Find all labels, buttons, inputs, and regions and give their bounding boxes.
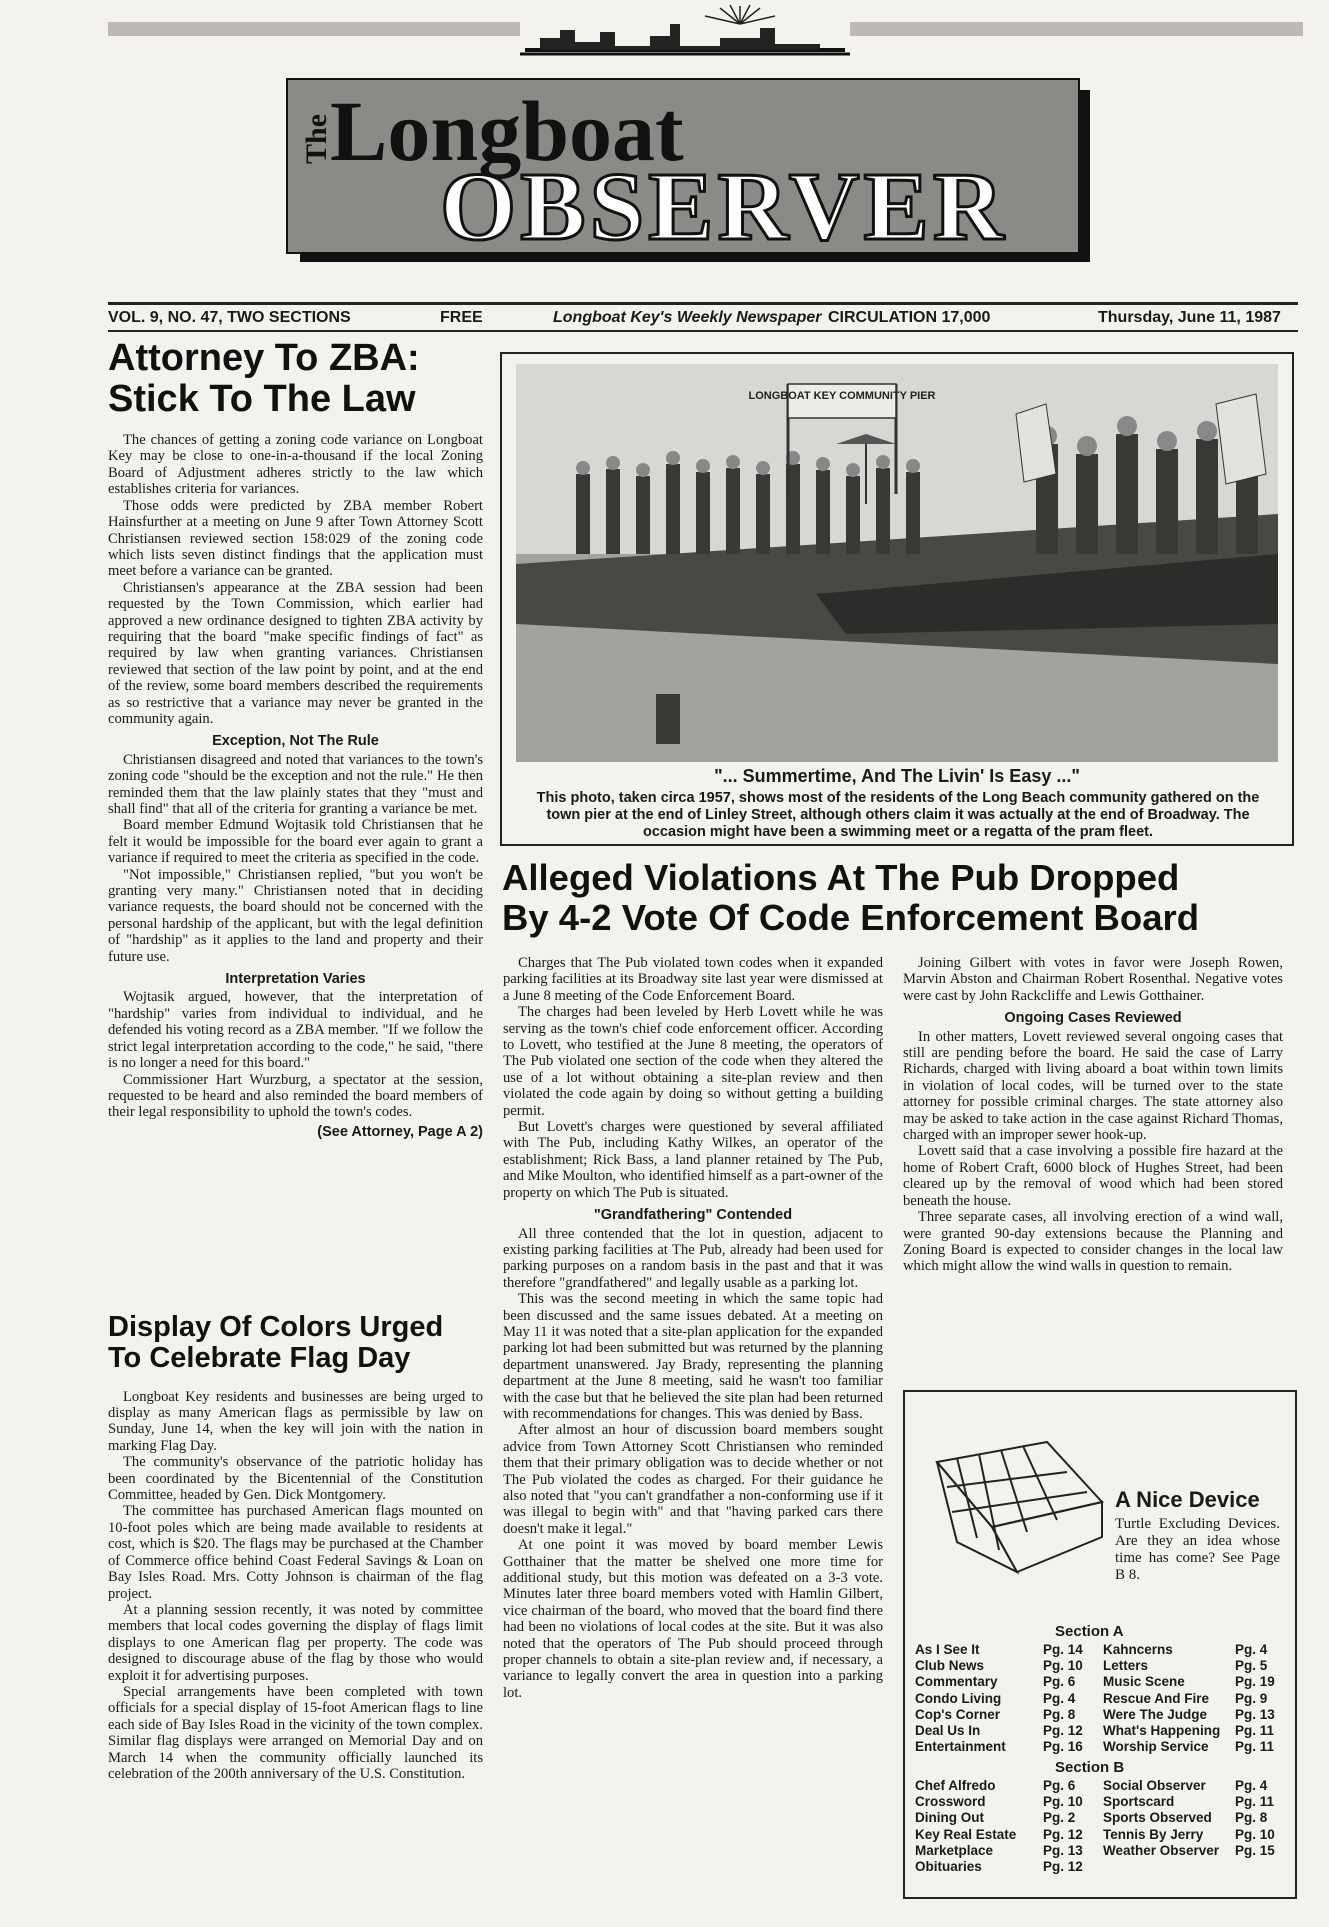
index-entry-name: Letters	[1103, 1658, 1149, 1674]
index-entry-name: Marketplace	[915, 1842, 994, 1858]
index-entry-page: Pg. 11	[1235, 1794, 1275, 1810]
masthead-longboat: Longboat	[330, 83, 684, 179]
device-text: Turtle Excluding Devices. Are they an idea whose time has come? See Page B 8.	[1115, 1516, 1280, 1583]
photo-box	[500, 352, 1294, 846]
index-entry-page: Pg. 10	[1043, 1794, 1083, 1810]
flag-article	[108, 1312, 483, 1782]
section-a-right-names	[1103, 1642, 1220, 1755]
index-entry-name: Weather Observer	[1103, 1842, 1220, 1858]
index-entry-name: Chef Alfredo	[915, 1778, 996, 1793]
index-entry-name: Worship Service	[1103, 1739, 1209, 1755]
section-b-left-pages	[1043, 1778, 1083, 1875]
pier-scene-icon	[516, 364, 1278, 762]
index-entry-page: Pg. 10	[1043, 1658, 1083, 1674]
pier-sign-text: LONGBOAT KEY COMMUNITY PIER	[748, 390, 936, 402]
index-entry-name: Social Observer	[1103, 1778, 1206, 1793]
flag-body: Longboat Key residents and businesses are being urged to display as many American flags as permissible by law on Sunday, June 14, when the key will join with the nation in marking Flag Day. The community's observance of the patriotic holiday has been coordinated by the Bicentennial of the Constitution Committee, headed by Gen. Dick Montgomery. The committee has purchased American flags mounted on 10-foot poles which are being made available to residents at cost, which is $20. The flags may be purchased at the Chamber of Commerce office behind Coast Federal Savings & Loan on Bay Isles Road. Mrs. Cotty Johnson is chairman of the flag project. At a planning session recently, it was noted by committee members that local codes governing the display of flags limit displays to one American flag per property. The code was designed to discourage abuse of the flag by those who would exploit it for advertising purposes. Special arrangements have been completed with town officials for a special display of 15-foot American flags to line each side of Bay Isles Road in the vicinity of the town complex. Similar flag displays were arranged on Memorial Day and on March 14 when the community officially launched its celebration of the 200th anniversary of the U.S. Constitution.	[108, 1388, 483, 1782]
index-entry-name: Rescue And Fire	[1103, 1690, 1210, 1706]
photo-caption: This photo, taken circa 1957, shows most of the residents of the Long Beach community gathered on the town pier at the end of Linley Street, although others claim it was actually at the end of Broadway. The occasion might have been a swimming meet or a regatta of the pram fleet.	[536, 790, 1260, 840]
index-entry-page: Pg. 4	[1235, 1778, 1268, 1793]
index-entry-name: Were The Judge	[1103, 1706, 1208, 1722]
index-entry-name: Club News	[915, 1658, 985, 1674]
flag-headline: Display Of Colors Urged To Celebrate Flag Day	[108, 1311, 444, 1375]
rule-top	[108, 302, 1298, 305]
section-b-right-pages	[1235, 1778, 1275, 1859]
index-entry-page: Pg. 12	[1043, 1723, 1083, 1739]
masthead-observer: OBSERVER	[440, 153, 1008, 261]
pub-subhead-ongoing: Ongoing Cases Reviewed	[1004, 1010, 1182, 1027]
index-entry-page: Pg. 12	[1043, 1826, 1083, 1842]
zba-jump-link[interactable]: (See Attorney, Page A 2)	[317, 1123, 483, 1140]
pier-photo	[516, 364, 1278, 762]
tagline: Longboat Key's Weekly Newspaper	[553, 309, 822, 326]
pub-headline: Alleged Violations At The Pub Dropped By 4-2 Vote Of Code Enforcement Board	[502, 857, 1199, 938]
index-entry-name: Dining Out	[915, 1810, 984, 1826]
zba-body: The chances of getting a zoning code variance on Longboat Key may be close to one-in-a-thousand if the local Zoning Board of Adjustment adheres strictly to the law which establishes criteria for variances. Those odds were predicted by ZBA member Robert Hainsfurther at a meeting on June 9 after Town Attorney Scott Christiansen reviewed section 158:029 of the zoning code which lists seven distinct findings that the application must meet before a variance can be granted. Christiansen's appearance at the ZBA session had been requested by the Town Commission, which earlier had approved a new ordinance designed to tighten ZBA activity by requiring that the board "make specific findings of fact" as required by law when granting variances. Christiansen reviewed that section of the law point by point, and at the end of the review, some board members described the requirements as so restrictive that a variance may never be granted in the community again. Exception, Not The Rule Christiansen disagreed and noted that variances to the town's zoning code "should be the exception and not the rule." He then reminded them that the law plainly states that they "must and shall find" that all of the criteria for granting a variance be met. Board member Edmund Wojtasik told Christiansen that he felt it would be impossible for the board ever again to grant a variance if required to meet the criteria as specified in the code. "Not impossible," Christiansen replied, "but you won't be granting very many." Christiansen noted that in deciding variance requests, the board should not be concerned with the personal hardship of the applicant, but with the legal definition of "hardship" as it applies to the land and property and their future use. Interpretation Varies Wojtasik argued, however, that the interpretation of "hardship" varies from individual to individual, and he defended his voting record as a ZBA member. "If we follow the strict legal interpretation according to the code," he said, "there is no longer a need for this board." Commissioner Hart Wurzburg, a spectator at the session, requested to be heard and also reminded the board members of their legal responsibility to uphold the town's codes. (See Attorney, Page A 2)	[108, 432, 483, 1140]
index-entry-name: Music Scene	[1103, 1674, 1185, 1690]
skyline-logo-icon	[520, 2, 850, 56]
index-entry-page: Pg. 8	[1235, 1810, 1268, 1826]
device-title: A Nice Device	[1115, 1487, 1260, 1512]
index-entry-page: Pg. 12	[1043, 1859, 1083, 1875]
index-entry-page: Pg. 13	[1235, 1706, 1275, 1722]
index-entry-name: Key Real Estate	[915, 1826, 1017, 1842]
index-entry-name: Condo Living	[915, 1690, 1002, 1706]
zba-subhead-exception: Exception, Not The Rule	[212, 733, 379, 750]
rule-bottom	[108, 330, 1298, 332]
index-entry-page: Pg. 16	[1043, 1739, 1083, 1755]
section-a-label: Section A	[1055, 1623, 1124, 1640]
index-entry-name: Entertainment	[915, 1739, 1006, 1755]
section-a-left-names	[915, 1642, 1006, 1755]
index-entry-page: Pg. 13	[1043, 1842, 1083, 1858]
info-bar	[108, 307, 1298, 329]
index-entry-name: Tennis By Jerry	[1103, 1826, 1204, 1842]
index-entry-page: Pg. 9	[1235, 1690, 1268, 1706]
index-entry-page: Pg. 4	[1043, 1690, 1076, 1706]
volume-info: VOL. 9, NO. 47, TWO SECTIONS	[108, 309, 351, 326]
section-b-label: Section B	[1055, 1759, 1125, 1776]
index-entry-page: Pg. 6	[1043, 1674, 1076, 1690]
index-entry-page: Pg. 5	[1235, 1658, 1268, 1674]
index-entry-page: Pg. 11	[1235, 1739, 1275, 1755]
index-entry-page: Pg. 2	[1043, 1810, 1076, 1826]
zba-headline: Attorney To ZBA: Stick To The Law	[108, 337, 420, 421]
index-entry-page: Pg. 8	[1043, 1706, 1076, 1722]
pub-column-1: Charges that The Pub violated town codes when it expanded parking facilities at its Broadway site last year were dismissed at a June 8 meeting of the Code Enforcement Board. The charges had been leveled by Herb Lovett while he was serving as the town's chief code enforcement officer. According to Lovett, who testified at the June 8 meeting, the operators of The Pub violated one section of the code when they altered the use of a lot without obtaining a site-plan review and then violated the code again by doing so without getting a building permit. But Lovett's charges were questioned by several affiliated with The Pub, including Kathy Wilkes, an operator of the establishment; Rick Bass, a land planner retained by The Pub, and Mike Moulton, who identified himself as a part-owner of the property on which The Pub is situated. "Grandfathering" Contended All three contended that the lot in question, adjacent to existing parking facilities at The Pub, already had been used for parking purposes on a random basis in the past and that it was therefore "grandfathered" and legally usable as a parking lot. This was the second meeting in which the same topic had been discussed and the same issues debated. At a meeting on May 11 it was noted that a site-plan application for the expanded parking lot had been submitted but was returned by the planning department unanswered. Jay Brady, representing the planning department at the June 8 meeting, said he wasn't too familiar with the case but that he believed the site plan had been returned with recommendations for changes. This was denied by Bass. After almost an hour of discussion board members sought advice from Town Attorney Scott Christiansen who reminded them that their primary obligation was to decide whether or not The Pub violated the codes as charged. For their guidance he also noted that "you can't grandfather a non-conforming use if it was illegal to begin with" and that "having parked cars there doesn't make it legal." At one point it was moved by board member Lewis Gotthainer that the matter be shelved one more time for additional study, but this motion was defeated on a 3-3 vote. Minutes later three board members voted with Hamlin Gilbert, vice chairman of the board, who moved that the board find there had been no violations of local codes at the site. But it was also noted that the operators of The Pub should proceed through proper channels to obtain a site-plan review and, if necessary, a variance to legally convert the area in question into a parking lot.	[503, 955, 883, 1701]
index-entry-page: Pg. 19	[1235, 1674, 1275, 1690]
device-index-box	[903, 1390, 1297, 1899]
index-entry-name: Cop's Corner	[915, 1706, 1000, 1722]
index-entry-page: Pg. 4	[1235, 1642, 1268, 1657]
index-entry-page: Pg. 14	[1043, 1642, 1083, 1657]
section-b-left-names	[915, 1778, 1016, 1875]
photo-caption-title: "... Summertime, And The Livin' Is Easy ..."	[714, 766, 1080, 786]
index-entry-name: As I See It	[915, 1642, 980, 1657]
masthead-the: The	[300, 113, 333, 164]
index-entry-name: Sports Observed	[1103, 1810, 1212, 1826]
index-entry-page: Pg. 10	[1235, 1826, 1275, 1842]
index-entry-name: Obituaries	[915, 1859, 982, 1875]
index-entry-name: Deal Us In	[915, 1723, 981, 1739]
zba-article	[108, 338, 483, 1140]
index-entry-name: Kahncerns	[1103, 1642, 1173, 1657]
index-entry-page: Pg. 11	[1235, 1723, 1275, 1739]
circulation-info: CIRCULATION 17,000	[828, 309, 991, 326]
turtle-device-icon	[917, 1432, 1117, 1582]
index-entry-name: Sportscard	[1103, 1794, 1175, 1810]
zba-subhead-interpretation: Interpretation Varies	[225, 971, 366, 988]
issue-date: Thursday, June 11, 1987	[1098, 309, 1281, 326]
price-info: FREE	[440, 309, 483, 326]
section-a-right-pages	[1235, 1642, 1275, 1755]
index-entry-page: Pg. 6	[1043, 1778, 1076, 1793]
section-b-right-names	[1103, 1778, 1219, 1859]
section-a-left-pages	[1043, 1642, 1083, 1755]
pub-column-2: Joining Gilbert with votes in favor were Joseph Rowen, Marvin Abston and Chairman Robert Rosenthal. Negative votes were cast by John Rackcliffe and Lewis Gotthainer. Ongoing Cases Reviewed In other matters, Lovett reviewed several ongoing cases that still are pending before the board. He said the case of Larry Richards, charged with living aboard a boat within town limits in violation of local codes, will be turned over to the state attorney for possible criminal charges. The state attorney also may be asked to take action in the case against Richard Thomas, charged with an improper sewer hook-up. Lovett said that a case involving a possible fire hazard at the home of Robert Craft, 6000 block of Hughes Street, had been cleared up by the removal of wood which had been stored beneath the house. Three separate cases, all involving erection of a wind wall, were granted 90-day extensions because the Planning and Zoning Board is expected to consider changes in the local law which might allow the wind walls in question to remain.	[903, 955, 1283, 1275]
pub-subhead-grandfathering: "Grandfathering" Contended	[593, 1207, 793, 1224]
index-entry-page: Pg. 15	[1235, 1842, 1275, 1858]
index-entry-name: Commentary	[915, 1674, 998, 1690]
index-entry-name: What's Happening	[1103, 1723, 1221, 1739]
index-entry-name: Crossword	[915, 1794, 986, 1810]
